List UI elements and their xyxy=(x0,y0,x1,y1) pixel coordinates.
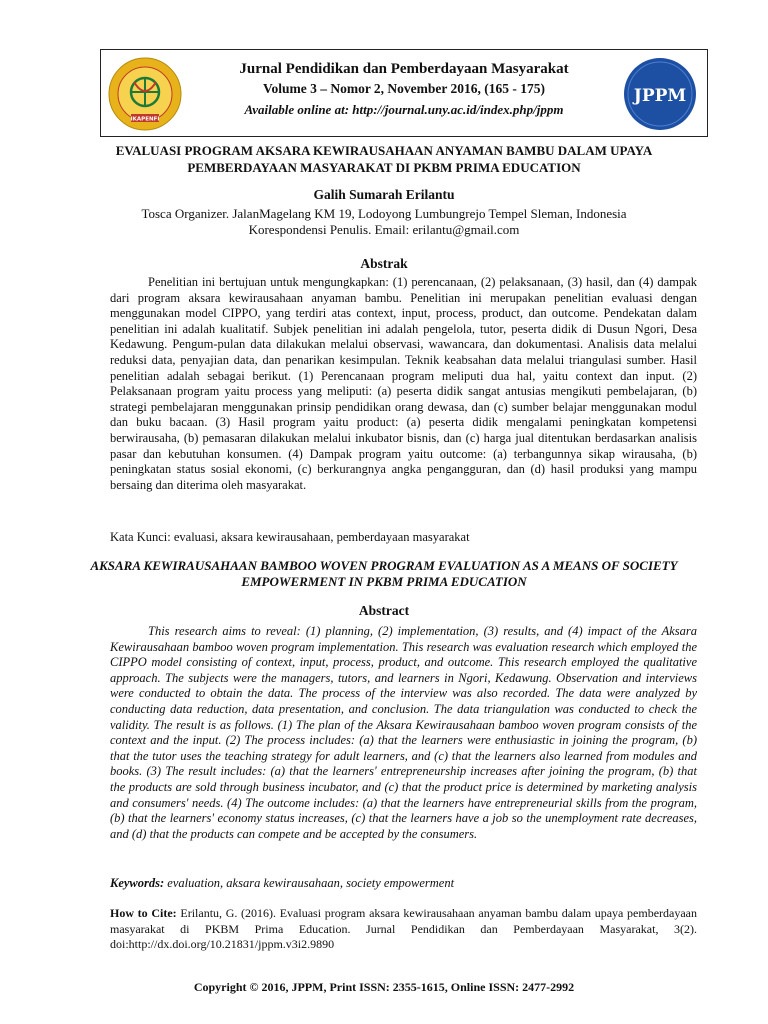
author-affiliation xyxy=(60,206,708,238)
abstract-text: This research aims to reveal: (1) planning, (2) implementation, (3) results, and (4) impact of the Aksara Kewirausahaan bamboo woven program implementation. This research was evaluation research which employed the CIPPO model consisting of context, input, process, product, and outcome. This research employed the qualitative approach. The subjects were the managers, tutors, and learners in Ngori, Kedawung. Observation and interviews were conducted to obtain the data. The process of the interview was also recorded. The data were analyzed by conducting data reduction, data presentation, and conclusion. The data triangulation was conducted to check the validity. The result is as follows. (1) The plan of the Aksara Kewirausahaan bamboo woven program consists of the context and the input. (2) The process includes: (a) that the learners were enthusiastic in joining the program, (b) that the tutor uses the teaching strategy for adult learners, and (c) that the learners also learned from modules and books. (3) The result includes: (a) that the learners' entrepreneurship increases after joining the program, (b) that the products are sold through business incubator, and (c) that the product price is determined by marketing analysis and consumers' needs. (4) The outcome includes: (a) that the learners have entrepreneurial skills from the program, (b) that the learners' economy status increases, (c) that the learners have a job so the unemployment rate decreases, and (d) that the products can compete and be accepted by the consumers. xyxy=(110,624,697,841)
journal-url[interactable]: Available online at: http://journal.uny.ac.id/index.php/jppm xyxy=(244,102,564,117)
abstrak-text: Penelitian ini bertujuan untuk mengungkapkan: (1) perencanaan, (2) pelaksanaan, (3) hasil, dan (4) dampak dari program aksara kewirausahaan anyaman bambu. Penelitian ini merupakan penelitian evaluasi dengan menggunakan model CIPPO, yang terdiri atas context, input, process, product, dan outcome. Pendekatan dalam penelitian ini adalah kualitatif. Subjek penelitian ini adalah pengelola, tutor, peserta didik di Dusun Ngori, Desa Kedawung. Pengum-pulan data dilakukan melalui observasi, wawancara, dan dokumentasi. Analisis data melalui reduksi data, penyajian data, dan penarikan kesimpulan. Teknik keabsahan data melalui triangulasi sumber. Hasil penelitian adalah sebagai berikut. (1) Perencanaan program meliputi dua hal, yaitu context dan input. (2) Pelaksanaan program yaitu process yang meliputi: (a) peserta didik sangat antusias mengikuti pembelajaran, (b) strategi pembelajaran menggunakan prinsip pendidikan orang dewasa, dan (c) sumber belajar menggunakan modul dan buku bacaan. (3) Hasil program yaitu product: (a) peserta didik mengalami peningkatan kompetensi berwirausaha, (b) pemasaran dilakukan melalui inkubator bisnis, dan (c) harga jual ditentukan berdasarkan analisis pasar dan kebutuhan konsumen. (4) Dampak program yaitu outcome: (a) terbangunnya sikap wirausaha, (b) peningkatan status sosial ekonomi, (c) berkurangnya angka pengangguran, dan (d) hasil produksi yang mampu bersaing dan diterima oleh masyarakat. xyxy=(110,275,697,492)
keywords-label: Keywords: xyxy=(110,876,165,890)
keywords xyxy=(110,876,697,891)
svg-text:JPPM: JPPM xyxy=(633,86,687,106)
journal-info xyxy=(191,59,617,121)
cite-text: Erilantu, G. (2016). Evaluasi program aksara kewirausahaan anyaman bambu dalam upaya pemberdayaan masyarakat di PKBM Prima Education. Jurnal Pendidikan dan Pemberdayaan Masyarakat, 3(2). doi:http://dx.doi.org/10.21831/jppm.v3i2.9890 xyxy=(110,906,697,952)
journal-volume: Volume 3 – Nomor 2, November 2016, (165 - 175) xyxy=(262,81,546,96)
cite-label: How to Cite: xyxy=(110,906,177,920)
svg-text:IKAPENFI: IKAPENFI xyxy=(130,116,160,123)
correspondence-email: Korespondensi Penulis. Email: erilantu@gmail.com xyxy=(248,222,520,237)
how-to-cite xyxy=(110,906,697,953)
affiliation-address: Tosca Organizer. JalanMagelang KM 19, Lodoyong Lumbungrejo Tempel Sleman, Indonesia xyxy=(141,206,627,221)
kata-kunci: Kata Kunci: evaluasi, aksara kewirausahaan, pemberdayaan masyarakat xyxy=(110,530,470,544)
author-name: Galih Sumarah Erilantu xyxy=(313,187,455,202)
abstrak-heading: Abstrak xyxy=(360,256,408,271)
ikapenfi-logo xyxy=(107,56,183,132)
copyright-footer: Copyright © 2016, JPPM, Print ISSN: 2355-1615, Online ISSN: 2477-2992 xyxy=(193,980,575,994)
keywords-value: evaluation, aksara kewirausahaan, society empowerment xyxy=(167,876,455,890)
jppm-logo xyxy=(623,57,697,131)
article-title: EVALUASI PROGRAM AKSARA KEWIRAUSAHAAN ANYAMAN BAMBU DALAM UPAYA PEMBERDAYAAN MASYARAKAT DI PKBM PRIMA EDUCATION xyxy=(115,143,653,175)
abstract-heading: Abstract xyxy=(358,603,410,618)
journal-name: Jurnal Pendidikan dan Pemberdayaan Masyarakat xyxy=(239,61,569,77)
english-title: AKSARA KEWIRAUSAHAAN BAMBOO WOVEN PROGRAM EVALUATION AS A MEANS OF SOCIETY EMPOWERMENT IN PKBM PRIMA EDUCATION xyxy=(90,558,678,589)
journal-header xyxy=(100,49,708,137)
